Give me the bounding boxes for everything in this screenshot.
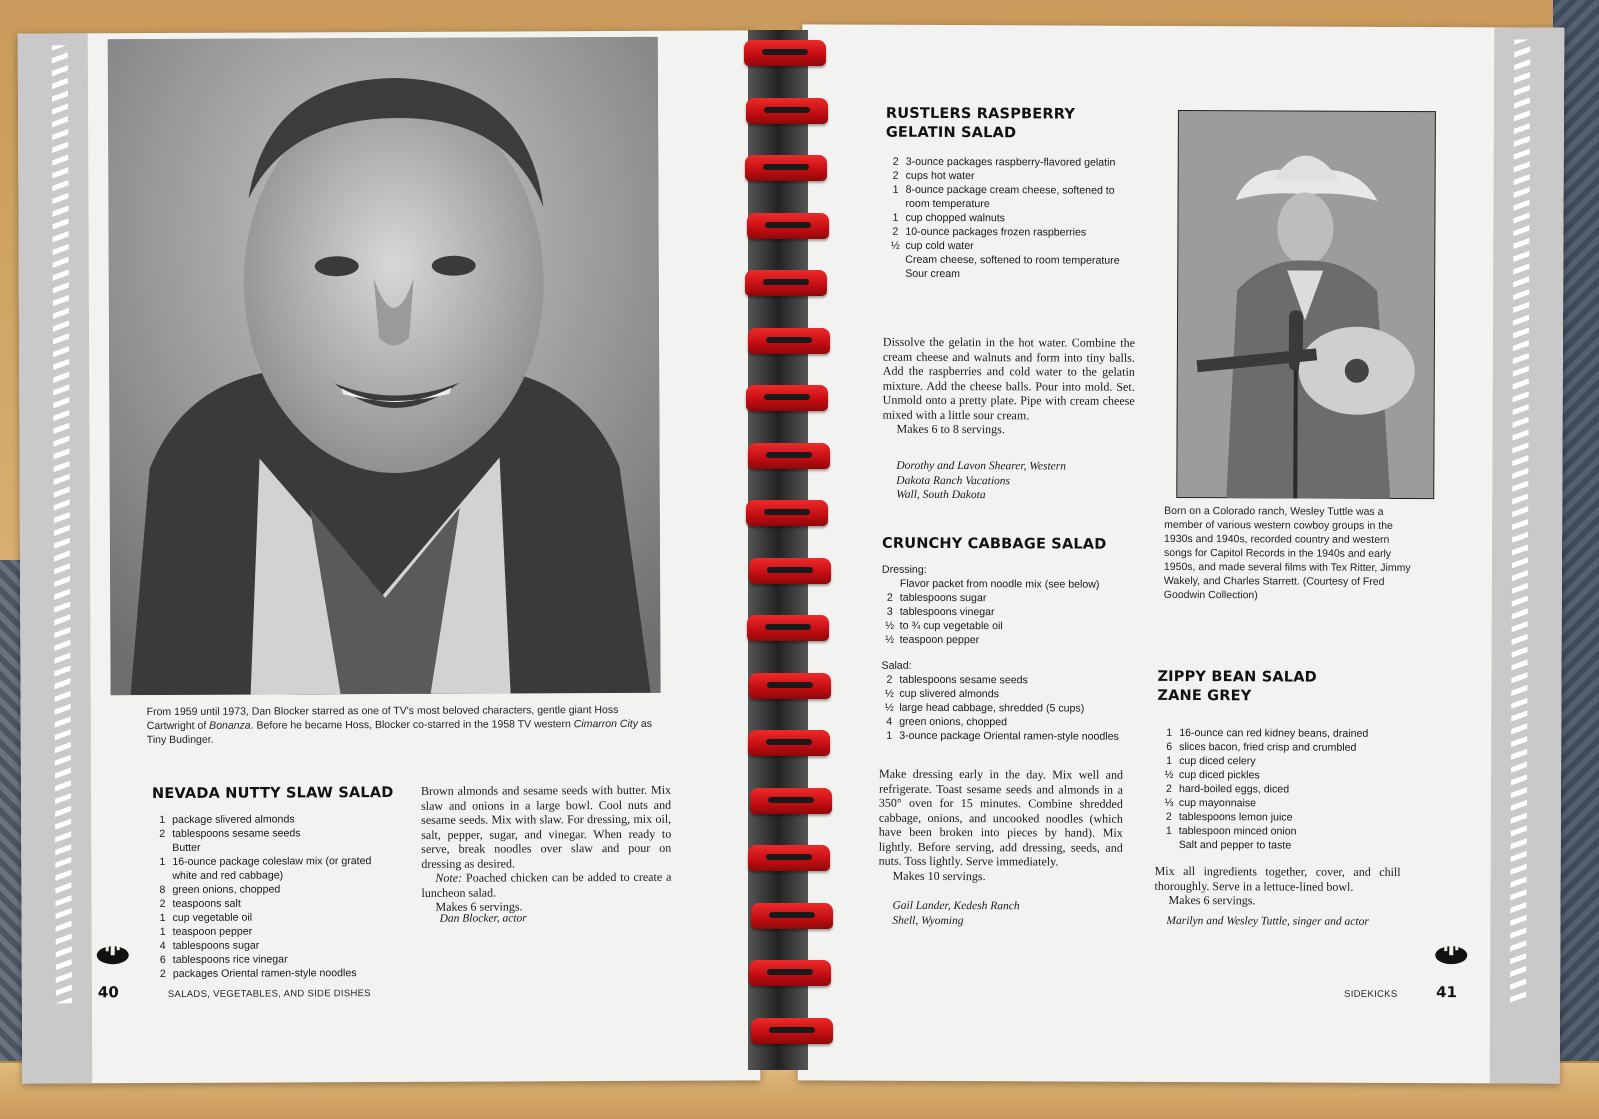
ingredient-quantity: 6 xyxy=(159,953,166,967)
ingredient-row xyxy=(1159,740,1399,755)
ingredient-text: 8-ounce package cream cheese, softened to room temperature xyxy=(905,183,1115,211)
zippy-bean-ingredients xyxy=(1159,726,1400,853)
raspberry-sig-line1: Dorothy and Lavon Shearer, Western xyxy=(896,459,1067,473)
binding-coil xyxy=(746,98,828,124)
nevada-slaw-title: NEVADA NUTTY SLAW SALAD xyxy=(151,784,394,803)
ingredient-row xyxy=(885,183,1135,212)
raspberry-signature xyxy=(896,459,1066,503)
ingredient-quantity: 2 xyxy=(886,673,893,686)
ingredient-row xyxy=(880,591,1130,606)
ingredient-text: cup slivered almonds xyxy=(899,687,999,701)
raspberry-sig-line3: Wall, South Dakota xyxy=(896,488,986,502)
ingredient-row xyxy=(879,687,1125,702)
ingredient-row xyxy=(880,633,1130,648)
binding-coil xyxy=(748,730,830,756)
ingredient-quantity: 8 xyxy=(159,883,166,897)
ingredient-text: cup diced pickles xyxy=(1179,768,1260,782)
ingredient-quantity xyxy=(880,577,900,591)
ingredient-quantity: 1 xyxy=(886,729,893,742)
cabbage-salad-title: CRUNCHY CABBAGE SALAD xyxy=(882,535,1107,553)
ingredient-row xyxy=(1159,838,1399,853)
ingredient-quantity: 1 xyxy=(1165,824,1172,837)
ingredient-quantity: 4 xyxy=(886,715,893,728)
note-label: Note: xyxy=(435,870,463,885)
ingredient-row xyxy=(879,701,1125,716)
ingredient-quantity: 1 xyxy=(159,813,166,827)
ingredient-text: Cream cheese, softened to room temperature xyxy=(905,253,1120,267)
caption-show-bonanza: Bonanza xyxy=(209,719,251,732)
ingredient-quantity: 1 xyxy=(892,183,899,196)
raspberry-salad-instructions xyxy=(883,335,1135,438)
binding-coil xyxy=(748,443,830,469)
ingredient-row xyxy=(885,239,1135,254)
ingredient-quantity: 1 xyxy=(159,911,166,925)
ingredient-quantity: 2 xyxy=(1165,782,1172,795)
right-page xyxy=(798,24,1565,1083)
ingredient-text: Sour cream xyxy=(905,267,961,281)
ingredient-quantity: ½ xyxy=(890,239,900,252)
cabbage-sig-line1: Gail Lander, Kedesh Ranch xyxy=(892,899,1020,913)
raspberry-makes: Makes 6 to 8 servings. xyxy=(896,421,1005,437)
ingredient-row xyxy=(1159,726,1399,741)
cabbage-salad-label: Salad: xyxy=(881,659,912,672)
binding-coil xyxy=(749,558,831,584)
ingredient-row xyxy=(153,924,398,939)
ingredient-row xyxy=(153,966,398,981)
nevada-slaw-instructions xyxy=(421,783,672,915)
ingredient-text: tablespoons rice vinegar xyxy=(172,953,288,966)
ingredient-row xyxy=(879,729,1125,744)
zippy-method: Mix all ingredients together, cover, and chill thoroughly. Serve in a lettuce-lined bowl. xyxy=(1154,863,1401,894)
binding-coil xyxy=(751,1018,833,1044)
ingredient-text: 16-ounce package coleslaw mix (or grated white and red cabbage) xyxy=(172,855,372,882)
ingredient-quantity: 1 xyxy=(159,855,166,869)
ingredient-row xyxy=(885,253,1135,268)
ingredient-text: tablespoon minced onion xyxy=(1178,824,1297,838)
ingredient-row xyxy=(152,826,397,841)
ingredient-quantity xyxy=(152,841,172,855)
page-number-41: 41 xyxy=(1436,983,1458,1002)
ingredient-text: Butter xyxy=(172,841,201,854)
binding-coil xyxy=(747,615,829,641)
binding-coil xyxy=(746,500,828,526)
caption-part-e: as Tiny Budinger. xyxy=(146,717,652,747)
zippy-bean-instructions xyxy=(1154,864,1400,909)
ingredient-row xyxy=(152,854,397,883)
dan-blocker-photo xyxy=(108,37,661,695)
binding-coil xyxy=(746,385,828,411)
ingredient-text: to ¾ cup vegetable oil xyxy=(899,619,1003,633)
binding-coil xyxy=(747,213,829,239)
note-text: Poached chicken can be added to create a luncheon salad. xyxy=(421,869,672,900)
ingredient-quantity xyxy=(885,267,905,281)
ingredient-quantity: 1 xyxy=(892,211,899,224)
ingredient-text: tablespoons sesame seeds xyxy=(172,827,301,840)
cabbage-salad-instructions xyxy=(879,767,1124,884)
ingredient-text: cup cold water xyxy=(905,239,974,253)
ingredient-row xyxy=(880,605,1130,620)
raspberry-method: Dissolve the gelatin in the hot water. Combine the cream cheese and walnuts and form into tiny balls. Add the raspberries and cold water to the gelatin mixture. Add the cheese balls. Pour into mold. Set. Unmold onto a pretty plate. Pipe with cream cheese mixed with a little sour cream. xyxy=(882,334,1135,422)
ingredient-quantity: ⅓ xyxy=(1164,796,1174,809)
ingredient-quantity: ½ xyxy=(885,619,895,632)
ingredient-row xyxy=(885,225,1135,240)
ingredient-text: tablespoons sugar xyxy=(172,939,260,952)
ingredient-text: cup vegetable oil xyxy=(172,911,253,924)
ingredient-text: 10-ounce packages frozen raspberries xyxy=(905,225,1087,239)
ingredient-quantity xyxy=(1159,838,1179,852)
running-head-right: SIDEKICKS xyxy=(1344,988,1398,1000)
ingredient-quantity: ½ xyxy=(884,687,894,700)
cabbage-method: Make dressing early in the day. Mix well and refrigerate. Toast sesame seeds and almonds in a 350° oven for 15 minutes. Combine shredded cabbage, onions, and uncooked noodles (which have been broken into pieces by hand). Mix lightly. Before serving, add dressing, seeds, and nuts. Toss lightly. Serve immediately. xyxy=(878,766,1124,869)
ingredient-row xyxy=(886,155,1136,170)
ingredient-text: package slivered almonds xyxy=(172,813,295,826)
ingredient-quantity: 2 xyxy=(892,169,899,182)
caption-part-a: From 1959 until 1973, Dan Blocker starred as one of TV's most beloved characters, gentle giant Hoss Cartwright of xyxy=(146,704,619,733)
ingredient-quantity: 2 xyxy=(159,897,166,911)
ingredient-quantity: 1 xyxy=(159,925,166,939)
ingredient-quantity: 2 xyxy=(892,155,899,168)
binding-coil xyxy=(749,673,831,699)
ingredient-text: tablespoons sugar xyxy=(899,591,987,605)
ingredient-text: slices bacon, fried crisp and crumbled xyxy=(1179,740,1357,754)
ingredient-row xyxy=(880,577,1130,592)
caption-show-cimarron-city: Cimarron City xyxy=(573,717,638,731)
ingredient-text: 3-ounce packages raspberry-flavored gelatin xyxy=(905,155,1116,169)
ingredient-row xyxy=(153,952,398,967)
cactus-emblem-icon xyxy=(96,939,130,965)
ingredient-text: hard-boiled eggs, diced xyxy=(1178,782,1290,796)
ingredient-row xyxy=(1159,782,1399,797)
ingredient-row xyxy=(1159,824,1399,839)
binding-coil xyxy=(750,788,832,814)
raspberry-salad-title xyxy=(886,105,1075,144)
ingredient-text: tablespoons lemon juice xyxy=(1178,810,1293,824)
ingredient-quantity: 1 xyxy=(1166,726,1173,739)
cabbage-salad-ingredients xyxy=(879,673,1125,744)
binding-coil xyxy=(748,845,830,871)
zippy-title-line1: ZIPPY BEAN SALAD xyxy=(1157,668,1317,686)
cabbage-dressing-ingredients xyxy=(880,577,1130,648)
cactus-emblem-icon xyxy=(1434,939,1468,965)
ingredient-row xyxy=(886,169,1136,184)
dan-blocker-photo-caption xyxy=(147,703,667,747)
ingredient-text: teaspoons salt xyxy=(172,897,241,910)
zippy-bean-title xyxy=(1157,668,1317,707)
binding-coil xyxy=(745,270,827,296)
ingredient-quantity: ½ xyxy=(885,633,895,646)
ingredient-text: tablespoons vinegar xyxy=(899,605,995,619)
binding-coil xyxy=(744,40,826,66)
wesley-tuttle-photo-caption: Born on a Colorado ranch, Wesley Tuttle was a member of various western cowboy groups in the 1930s and 1940s, recorded country and western songs for Capitol Records in the 1940s and early 1950s, and made several films with Tex Ritter, Jimmy Wakely, and Charles Starrett. (Courtesy of Fred Goodwin Collection) xyxy=(1163,504,1411,602)
nevada-slaw-note xyxy=(421,870,671,900)
ingredient-text: 16-ounce can red kidney beans, drained xyxy=(1179,726,1369,740)
ingredient-text: teaspoon pepper xyxy=(899,633,980,647)
ingredient-row xyxy=(152,882,397,897)
ingredient-text: packages Oriental ramen-style noodles xyxy=(172,967,357,980)
zippy-makes: Makes 6 servings. xyxy=(1168,892,1256,908)
ingredient-row xyxy=(880,619,1130,634)
ingredient-text: cup chopped walnuts xyxy=(905,211,1006,225)
ingredient-quantity: 2 xyxy=(159,827,166,841)
ingredient-text: 3-ounce package Oriental ramen-style noodles xyxy=(899,729,1119,743)
ingredient-text: Salt and pepper to taste xyxy=(1178,838,1292,852)
cabbage-makes: Makes 10 servings. xyxy=(892,868,986,883)
ingredient-quantity: 4 xyxy=(159,939,166,953)
binding-coil xyxy=(745,155,827,181)
zippy-title-line2: ZANE GREY xyxy=(1157,687,1252,705)
ingredient-row xyxy=(1159,810,1399,825)
raspberry-title-line1: RUSTLERS RASPBERRY xyxy=(885,105,1076,123)
ingredient-text: green onions, chopped xyxy=(899,715,1008,729)
ingredient-quantity: 6 xyxy=(1166,740,1173,753)
ingredient-row xyxy=(1159,754,1399,769)
ingredient-quantity: ½ xyxy=(1164,768,1174,781)
ingredient-quantity: 2 xyxy=(1165,810,1172,823)
ingredient-text: cup mayonnaise xyxy=(1178,796,1257,810)
ingredient-row xyxy=(152,896,397,911)
ingredient-quantity: 2 xyxy=(159,967,166,981)
nevada-slaw-method: Brown almonds and sesame seeds with butter. Mix slaw and onions in a large bowl. Cool nuts and sesame seeds. Mix with slaw. For dressing, mix oil, salt, pepper, sugar, and vinegar. When ready to serve, break noodles over slaw and pour on dressing as desired. xyxy=(420,782,672,871)
ingredient-text: large head cabbage, shredded (5 cups) xyxy=(899,701,1085,715)
ingredient-row xyxy=(885,267,1135,282)
ingredient-row xyxy=(153,938,398,953)
binding-coil xyxy=(751,903,833,929)
ingredient-text: teaspoon pepper xyxy=(172,925,253,938)
ingredient-row xyxy=(879,715,1125,730)
ingredient-row xyxy=(152,840,397,855)
nevada-slaw-makes: Makes 6 servings. xyxy=(435,899,523,914)
ingredient-row xyxy=(1159,768,1399,783)
ingredient-quantity: 3 xyxy=(886,605,893,618)
ingredient-row xyxy=(153,910,398,925)
ingredient-row xyxy=(1159,796,1399,811)
left-page xyxy=(18,30,761,1083)
cabbage-signature xyxy=(892,899,1019,929)
binding-coil xyxy=(749,960,831,986)
ingredient-text: Flavor packet from noodle mix (see below) xyxy=(899,577,1100,591)
ingredient-row xyxy=(879,673,1125,688)
raspberry-salad-ingredients xyxy=(885,155,1136,282)
page-number-40: 40 xyxy=(97,983,119,1002)
cabbage-sig-line2: Shell, Wyoming xyxy=(892,914,964,927)
wesley-tuttle-photo xyxy=(1176,110,1436,499)
ingredient-text: green onions, chopped xyxy=(172,883,281,896)
ingredient-text: cups hot water xyxy=(905,169,975,183)
ingredient-text: cup diced celery xyxy=(1179,754,1256,768)
cabbage-dressing-label: Dressing: xyxy=(881,563,927,576)
raspberry-title-line2: GELATIN SALAD xyxy=(885,124,1017,142)
ingredient-text: tablespoons sesame seeds xyxy=(899,673,1028,687)
ingredient-row xyxy=(885,211,1135,226)
ingredient-row xyxy=(152,812,397,827)
red-coil-binding xyxy=(730,20,840,1080)
ingredient-quantity xyxy=(885,253,905,267)
ingredient-quantity: 1 xyxy=(1166,754,1173,767)
nevada-slaw-signature: Dan Blocker, actor xyxy=(439,912,527,925)
binding-coil xyxy=(748,328,830,354)
raspberry-sig-line2: Dakota Ranch Vacations xyxy=(896,474,1011,487)
caption-part-c: . Before he became Hoss, Blocker co-starred in the 1958 TV western xyxy=(250,718,574,732)
ingredient-quantity: 2 xyxy=(886,591,893,604)
ingredient-quantity: ½ xyxy=(884,701,894,714)
running-head-left: SALADS, VEGETABLES, AND SIDE DISHES xyxy=(167,988,371,1000)
nevada-slaw-ingredients xyxy=(152,812,398,981)
ingredient-quantity: 2 xyxy=(892,225,899,238)
zippy-signature: Marilyn and Wesley Tuttle, singer and actor xyxy=(1166,914,1369,928)
